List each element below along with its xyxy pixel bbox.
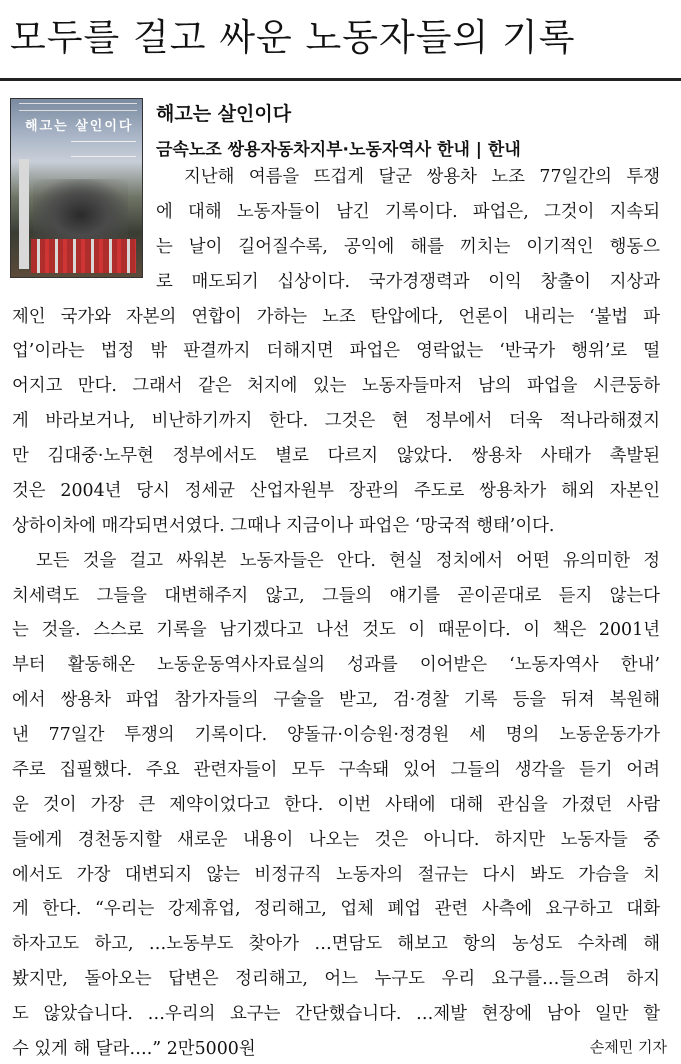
body-line: 모든 것을 걸고 싸워본 노동자들은 안다. 현실 정치에서 어떤 유의미한 정	[36, 551, 660, 571]
cover-smoke	[33, 179, 128, 239]
body-line: 운 것이 가장 큰 제약이었다고 한다. 이번 사태에 대해 관심을 가졌던 사람	[12, 795, 660, 815]
cover-top-band	[19, 103, 137, 111]
cover-subtitle-band	[71, 141, 136, 157]
body-line: 제인 국가와 자본의 연합이 가하는 노조 탄압에다, 언론이 내리는 ‘불법 파	[12, 307, 660, 327]
body-line: 만 김대중·노무현 정부에서도 별로 다르지 않았다. 쌍용차 사태가 촉발된	[12, 446, 660, 466]
body-line: 낸 77일간 투쟁의 기록이다. 양돌규·이승원·정경원 세 명의 노동운동가가	[12, 725, 660, 745]
body-line: 게 한다. “우리는 강제휴업, 정리해고, 업체 폐업 관련 사측에 요구하고 대화	[12, 899, 660, 919]
body-line: 치세력도 그들을 대변해주지 않고, 그들의 얘기를 곧이곧대로 듣지 않는다	[12, 586, 660, 606]
body-line: 지난해 여름을 뜨겁게 달군 쌍용차 노조 77일간의 투쟁	[184, 167, 660, 187]
headline-rule	[0, 78, 681, 81]
body-line: 수 있게 해 달라….” 2만5000원	[12, 1039, 256, 1059]
body-line: 는 날이 길어질수록, 공익에 해를 끼치는 이기적인 행동으	[156, 237, 660, 257]
body-line: 부터 활동해온 노동운동역사자료실의 성과를 이어받은 ‘노동자역사 한내’	[12, 655, 660, 675]
body-line: 봤지만, 돌아오는 답변은 정리해고, 어느 누구도 우리 요구를…들으려 하지	[12, 969, 660, 989]
body-line: 들에게 경천동지할 새로운 내용이 나오는 것은 아니다. 하지만 노동자들 중	[12, 830, 660, 850]
body-line: 하자고도 하고, …노동부도 찾아가 …면담도 해보고 항의 농성도 수차례 해	[12, 934, 660, 954]
book-cover-image	[10, 98, 143, 278]
cover-crowd	[31, 239, 136, 273]
body-line: 에서도 가장 대변되지 않는 비정규직 노동자의 절규는 다시 봐도 가슴을 치	[12, 865, 660, 885]
body-line: 는 것을. 스스로 기록을 남기겠다고 나선 것도 이 때문이다. 이 책은 2001년	[12, 620, 660, 640]
book-title: 해고는 살인이다	[156, 103, 292, 125]
body-line: 상하이차에 매각되면서였다. 그때나 지금이나 파업은 ‘망국적 행태’이다.	[12, 516, 555, 536]
book-meta: 금속노조 쌍용자동차지부·노동자역사 한내 | 한내	[156, 140, 521, 160]
cover-pillar	[19, 159, 29, 269]
body-line: 업’이라는 법정 밖 판결까지 더해지면 파업은 영락없는 ‘반국가 행위’로 떨	[12, 341, 660, 361]
body-line: 주로 집필했다. 주요 관련자들이 모두 구속돼 있어 그들의 생각을 듣기 어려	[12, 760, 660, 780]
cover-title: 해고는 살인이다	[25, 119, 134, 134]
headline: 모두를 걸고 싸운 노동자들의 기록	[10, 16, 576, 59]
body-line: 어지고 만다. 그래서 같은 처지에 있는 노동자들마저 남의 파업을 시큰둥하	[12, 376, 660, 396]
body-line: 게 바라보거나, 비난하기까지 한다. 그것은 현 정부에서 더욱 적나라해졌지	[12, 411, 660, 431]
body-line: 에 대해 노동자들이 남긴 기록이다. 파업은, 그것이 지속되	[156, 202, 660, 222]
body-line: 것은 2004년 당시 정세균 산업자원부 장관의 주도로 쌍용차가 해외 자본인	[12, 481, 660, 501]
body-line: 로 매도되기 십상이다. 국가경쟁력과 이익 창출이 지상과	[156, 272, 660, 292]
body-line: 도 않았습니다. …우리의 요구는 간단했습니다. …제발 현장에 남아 일만 할	[12, 1004, 660, 1024]
byline: 손제민 기자	[589, 1038, 667, 1056]
body-line: 에서 쌍용차 파업 참가자들의 구술을 받고, 검·경찰 기록 등을 뒤져 복원해	[12, 690, 660, 710]
